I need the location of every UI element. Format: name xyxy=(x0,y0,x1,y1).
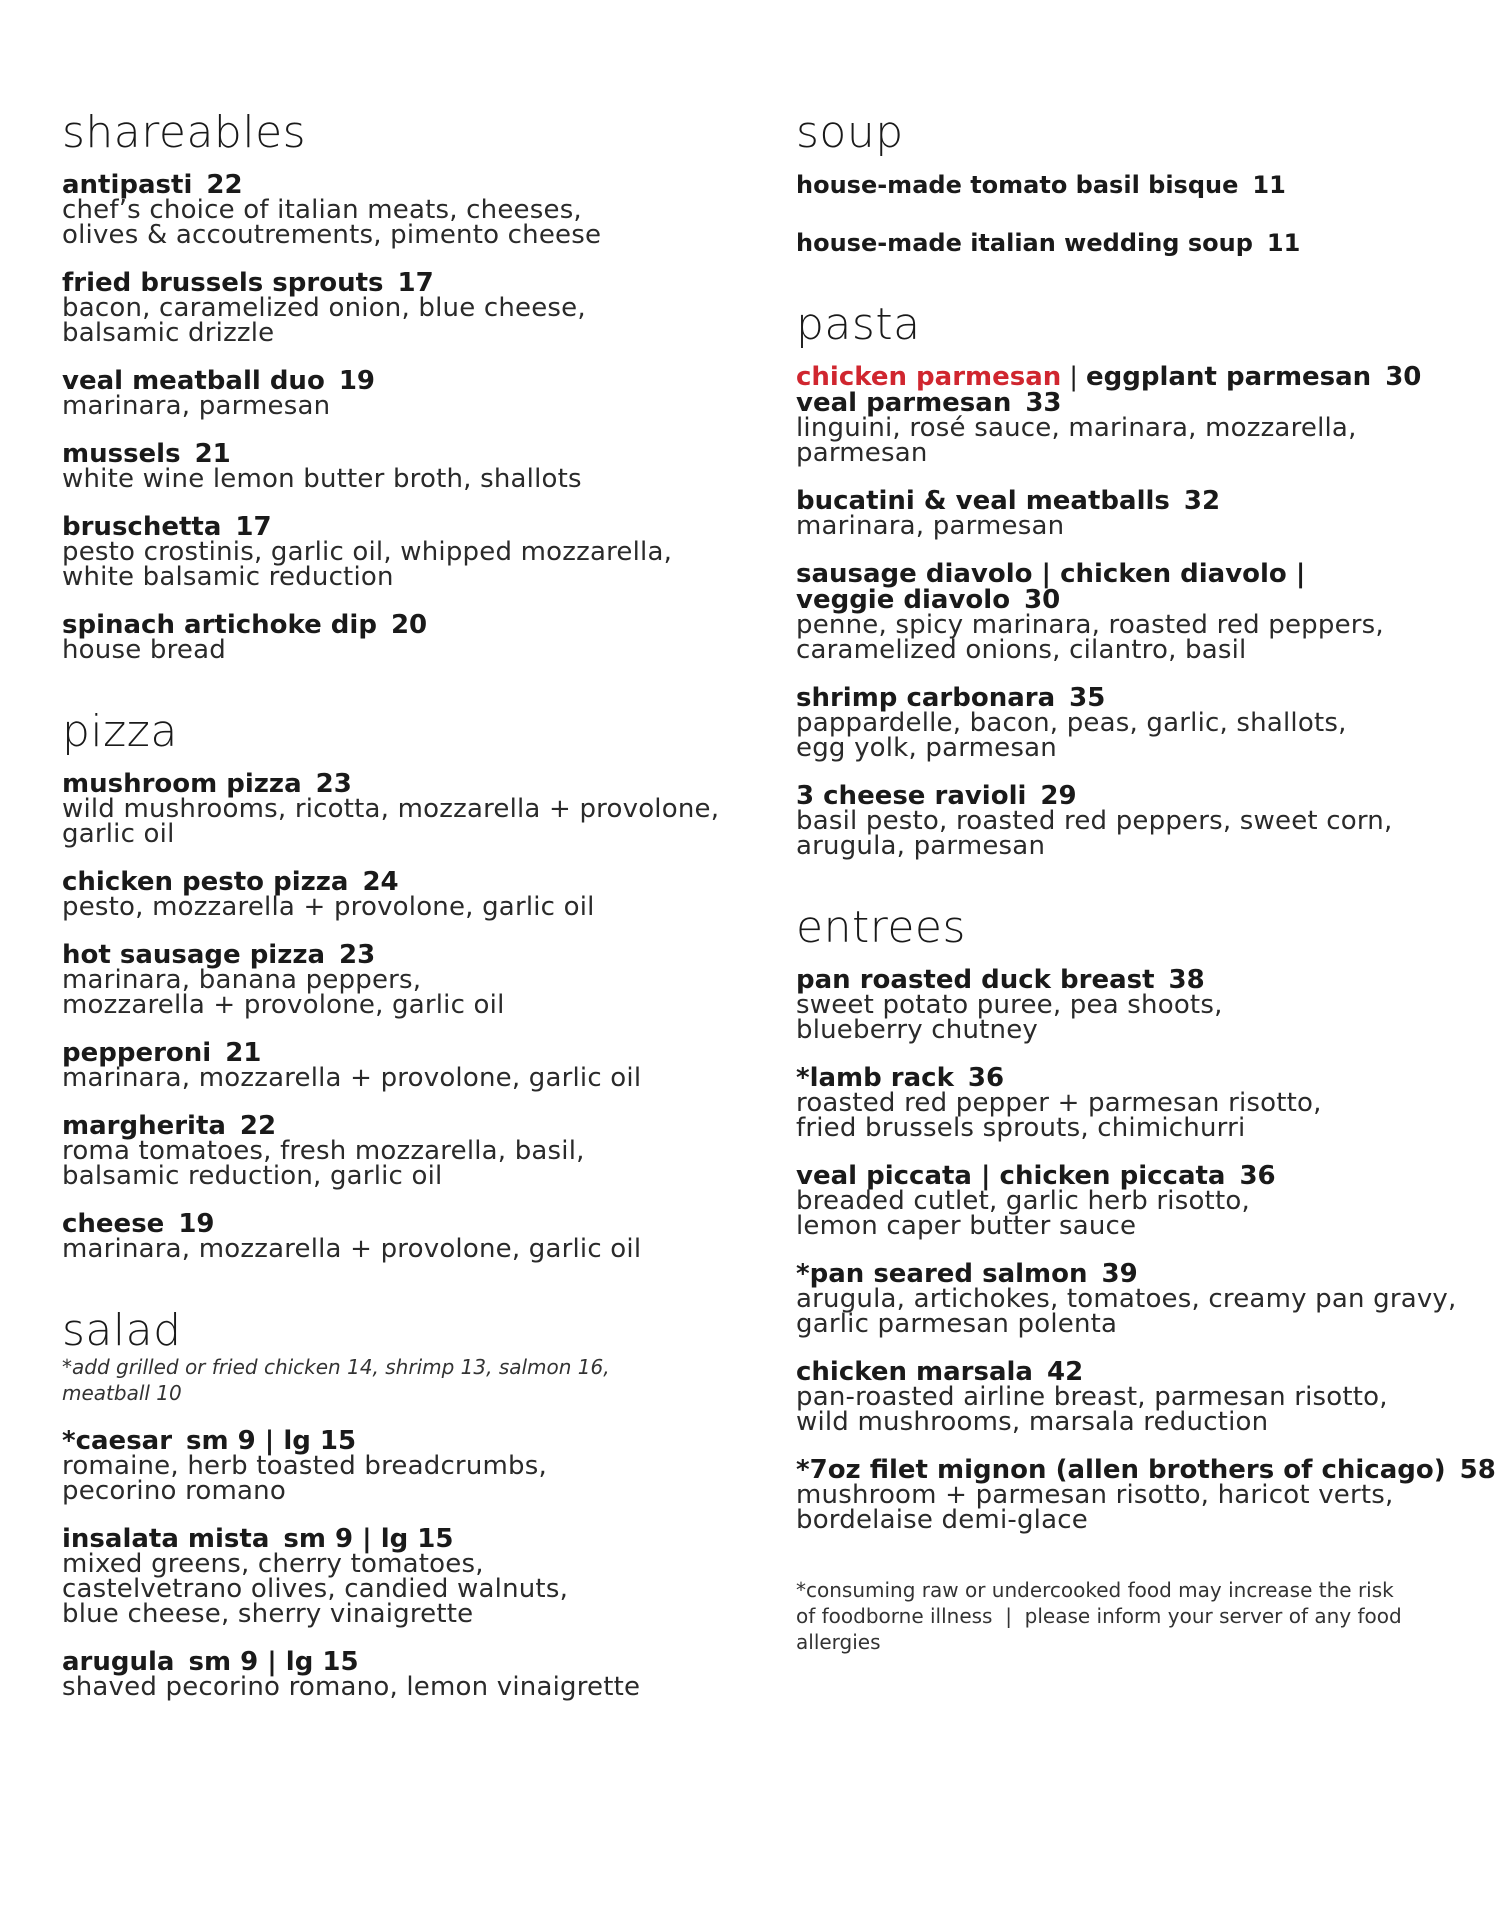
item-description: breaded cutlet, garlic herb risotto, xyxy=(796,1186,1250,1216)
item-name: fried brussels sprouts xyxy=(62,268,384,298)
item-price: 23 xyxy=(315,769,352,799)
item-description: marinara, mozzarella + provolone, garlic oil xyxy=(62,1063,642,1093)
item-description: garlic parmesan polenta xyxy=(796,1309,1118,1339)
item-name: *pan seared salmon xyxy=(796,1259,1088,1289)
left-column xyxy=(62,108,742,1722)
menu-item xyxy=(62,612,742,663)
menu-item xyxy=(796,685,1466,761)
item-name: veal parmesan xyxy=(796,388,1012,418)
item-description: caramelized onions, cilantro, basil xyxy=(796,635,1247,665)
item-description: sweet potato puree, pea shoots, xyxy=(796,990,1223,1020)
item-name: veggie diavolo xyxy=(796,585,1011,615)
item-price: 11 xyxy=(1266,229,1301,257)
menu-item xyxy=(62,1113,742,1189)
item-description: house bread xyxy=(62,635,226,665)
item-price: 33 xyxy=(1025,388,1062,418)
item-name: cheese xyxy=(62,1209,165,1239)
footnote-line: *consuming raw or undercooked food may increase the risk xyxy=(796,1578,1394,1602)
menu-item xyxy=(796,783,1466,859)
item-separator: | xyxy=(1069,362,1079,392)
item-name: pan roasted duck breast xyxy=(796,965,1155,995)
menu-item xyxy=(62,1649,742,1700)
menu-item xyxy=(796,1163,1466,1239)
item-price: 19 xyxy=(338,366,375,396)
menu-item xyxy=(796,1359,1466,1435)
item-name: house-made italian wedding soup xyxy=(796,229,1253,257)
item-name: veal meatball duo xyxy=(62,366,325,396)
item-price: 36 xyxy=(1239,1161,1276,1191)
item-name: bruschetta xyxy=(62,512,222,542)
menu-item xyxy=(62,441,742,492)
item-price: 23 xyxy=(339,940,376,970)
item-price: 58 xyxy=(1459,1455,1496,1485)
section-title-shareables: shareables xyxy=(62,107,307,158)
menu-item xyxy=(796,1455,1496,1535)
item-price: 32 xyxy=(1183,486,1221,516)
item-description: bordelaise demi-glace xyxy=(796,1505,1088,1535)
menu-item xyxy=(62,1526,742,1627)
allergy-footnote xyxy=(796,1577,1446,1655)
menu-item xyxy=(796,1065,1466,1141)
item-description: lemon caper butter sauce xyxy=(796,1211,1137,1241)
item-description: romaine, herb toasted breadcrumbs, xyxy=(62,1451,547,1481)
item-name: mushroom pizza xyxy=(62,769,302,799)
item-description: marinara, mozzarella + provolone, garlic oil xyxy=(62,1234,642,1264)
menu-item xyxy=(796,967,1466,1043)
item-description: penne, spicy marinara, roasted red peppers, xyxy=(796,610,1384,640)
section-soup xyxy=(796,108,1466,256)
item-description: marinara, parmesan xyxy=(62,391,331,421)
item-price: 24 xyxy=(362,867,399,897)
menu-item xyxy=(62,270,742,346)
section-salad xyxy=(62,1306,742,1700)
menu-item xyxy=(796,230,1466,256)
item-name: insalata mista xyxy=(62,1524,270,1554)
right-column xyxy=(796,107,1496,1655)
item-description: egg yolk, parmesan xyxy=(796,733,1057,763)
menu-item xyxy=(62,1211,742,1262)
item-price: 39 xyxy=(1101,1259,1138,1289)
section-pizza xyxy=(62,707,742,1262)
section-title-entrees: entrees xyxy=(796,902,966,953)
section-title-pizza: pizza xyxy=(62,706,178,757)
menu-item xyxy=(796,561,1466,663)
item-description: mushroom + parmesan risotto, haricot verts, xyxy=(796,1480,1394,1510)
item-price: 36 xyxy=(967,1063,1005,1093)
item-description: marinara, parmesan xyxy=(796,511,1065,541)
item-price: 17 xyxy=(397,268,434,298)
item-name: *caesar xyxy=(62,1426,173,1456)
item-description: pesto crostinis, garlic oil, whipped mozzarella, xyxy=(62,537,673,567)
item-description: olives & accoutrements, pimento cheese xyxy=(62,220,602,250)
menu-item xyxy=(796,488,1466,539)
item-name: margherita xyxy=(62,1111,226,1141)
menu-item xyxy=(796,364,1466,466)
item-description: wild mushrooms, ricotta, mozzarella + provolone, xyxy=(62,794,720,824)
footnote-line: allergies xyxy=(796,1630,881,1654)
item-description: fried brussels sprouts, chimichurri xyxy=(796,1113,1246,1143)
item-price: 11 xyxy=(1252,171,1286,199)
item-name: chicken marsala xyxy=(796,1357,1033,1387)
section-pasta xyxy=(796,300,1466,859)
menu-item xyxy=(62,368,742,419)
item-description: blueberry chutney xyxy=(796,1015,1038,1045)
section-shareables xyxy=(62,108,742,663)
item-description: pappardelle, bacon, peas, garlic, shallots, xyxy=(796,708,1347,738)
item-description: marinara, banana peppers, xyxy=(62,965,422,995)
menu-item xyxy=(62,172,742,248)
menu-item xyxy=(62,771,742,847)
item-description: pesto, mozzarella + provolone, garlic oil xyxy=(62,892,595,922)
item-price: 35 xyxy=(1069,683,1106,713)
item-description: blue cheese, sherry vinaigrette xyxy=(62,1599,474,1629)
item-name: antipasti xyxy=(62,170,193,200)
item-name: mussels xyxy=(62,439,181,469)
section-entrees xyxy=(796,902,1496,1535)
item-description: arugula, artichokes, tomatoes, creamy pan gravy, xyxy=(796,1284,1457,1314)
item-name: pepperoni xyxy=(62,1038,212,1068)
item-description: mixed greens, cherry tomatoes, xyxy=(62,1549,484,1579)
item-description: bacon, caramelized onion, blue cheese, xyxy=(62,293,586,323)
section-title-pasta: pasta xyxy=(796,299,921,350)
item-price: sm 9 | lg 15 xyxy=(283,1524,454,1554)
item-name: arugula xyxy=(62,1647,175,1677)
item-description: chef’s choice of italian meats, cheeses, xyxy=(62,195,582,225)
menu-item xyxy=(796,1261,1466,1337)
item-name: sausage diavolo | chicken diavolo | xyxy=(796,559,1306,589)
item-name: house-made tomato basil bisque xyxy=(796,171,1239,199)
item-description: pecorino romano xyxy=(62,1476,286,1506)
item-name: eggplant parmesan xyxy=(1086,362,1372,392)
menu-item xyxy=(62,942,742,1018)
item-description: roasted red pepper + parmesan risotto, xyxy=(796,1088,1322,1118)
item-description: pan-roasted airline breast, parmesan risotto, xyxy=(796,1382,1388,1412)
item-price: 30 xyxy=(1385,362,1422,392)
item-price: 21 xyxy=(225,1038,262,1068)
item-price: 17 xyxy=(235,512,272,542)
item-description: basil pesto, roasted red peppers, sweet corn, xyxy=(796,806,1393,836)
menu-item xyxy=(62,1428,742,1504)
item-name: shrimp carbonara xyxy=(796,683,1056,713)
item-name-highlight: chicken parmesan xyxy=(796,362,1062,392)
menu-item xyxy=(62,1040,742,1091)
item-description: white balsamic reduction xyxy=(62,562,394,592)
footnote-line: of foodborne illness | please inform your server of any food xyxy=(796,1604,1402,1628)
item-price: 42 xyxy=(1046,1357,1084,1387)
item-price: 21 xyxy=(194,439,231,469)
item-description: parmesan xyxy=(796,438,928,468)
item-description: wild mushrooms, marsala reduction xyxy=(796,1407,1269,1437)
menu-item xyxy=(796,172,1466,198)
item-description: linguini, rosé sauce, marinara, mozzarella, xyxy=(796,413,1357,443)
item-price: 38 xyxy=(1168,965,1205,995)
item-description: mozzarella + provolone, garlic oil xyxy=(62,990,505,1020)
item-price: 22 xyxy=(206,170,243,200)
item-description: garlic oil xyxy=(62,819,175,849)
item-price: sm 9 | lg 15 xyxy=(186,1426,357,1456)
section-title-salad: salad xyxy=(62,1305,182,1356)
item-name: spinach artichoke dip xyxy=(62,610,377,640)
item-price: 29 xyxy=(1040,781,1077,811)
section-title-soup: soup xyxy=(796,107,904,158)
item-name: *7oz filet mignon (allen brothers of chicago) xyxy=(796,1455,1446,1485)
item-name: chicken pesto pizza xyxy=(62,867,349,897)
item-description: shaved pecorino romano, lemon vinaigrette xyxy=(62,1672,641,1702)
item-description: balsamic drizzle xyxy=(62,318,275,348)
item-description: castelvetrano olives, candied walnuts, xyxy=(62,1574,569,1604)
menu-item xyxy=(62,869,742,920)
item-price: sm 9 | lg 15 xyxy=(188,1647,359,1677)
item-price: 30 xyxy=(1024,585,1061,615)
item-name: *lamb rack xyxy=(796,1063,954,1093)
item-name: bucatini & veal meatballs xyxy=(796,486,1170,516)
item-price: 19 xyxy=(178,1209,215,1239)
item-description: balsamic reduction, garlic oil xyxy=(62,1161,443,1191)
salad-addon-note: *add grilled or fried chicken 14, shrimp 13, salmon 16, meatball 10 xyxy=(62,1355,610,1405)
item-name: 3 cheese ravioli xyxy=(796,781,1027,811)
item-description: white wine lemon butter broth, shallots xyxy=(62,464,582,494)
item-name: veal piccata | chicken piccata xyxy=(796,1161,1226,1191)
item-price: 20 xyxy=(390,610,428,640)
item-description: arugula, parmesan xyxy=(796,831,1046,861)
item-price: 22 xyxy=(239,1111,277,1141)
menu-item xyxy=(62,514,742,590)
item-description: roma tomatoes, fresh mozzarella, basil, xyxy=(62,1136,585,1166)
item-name: hot sausage pizza xyxy=(62,940,326,970)
